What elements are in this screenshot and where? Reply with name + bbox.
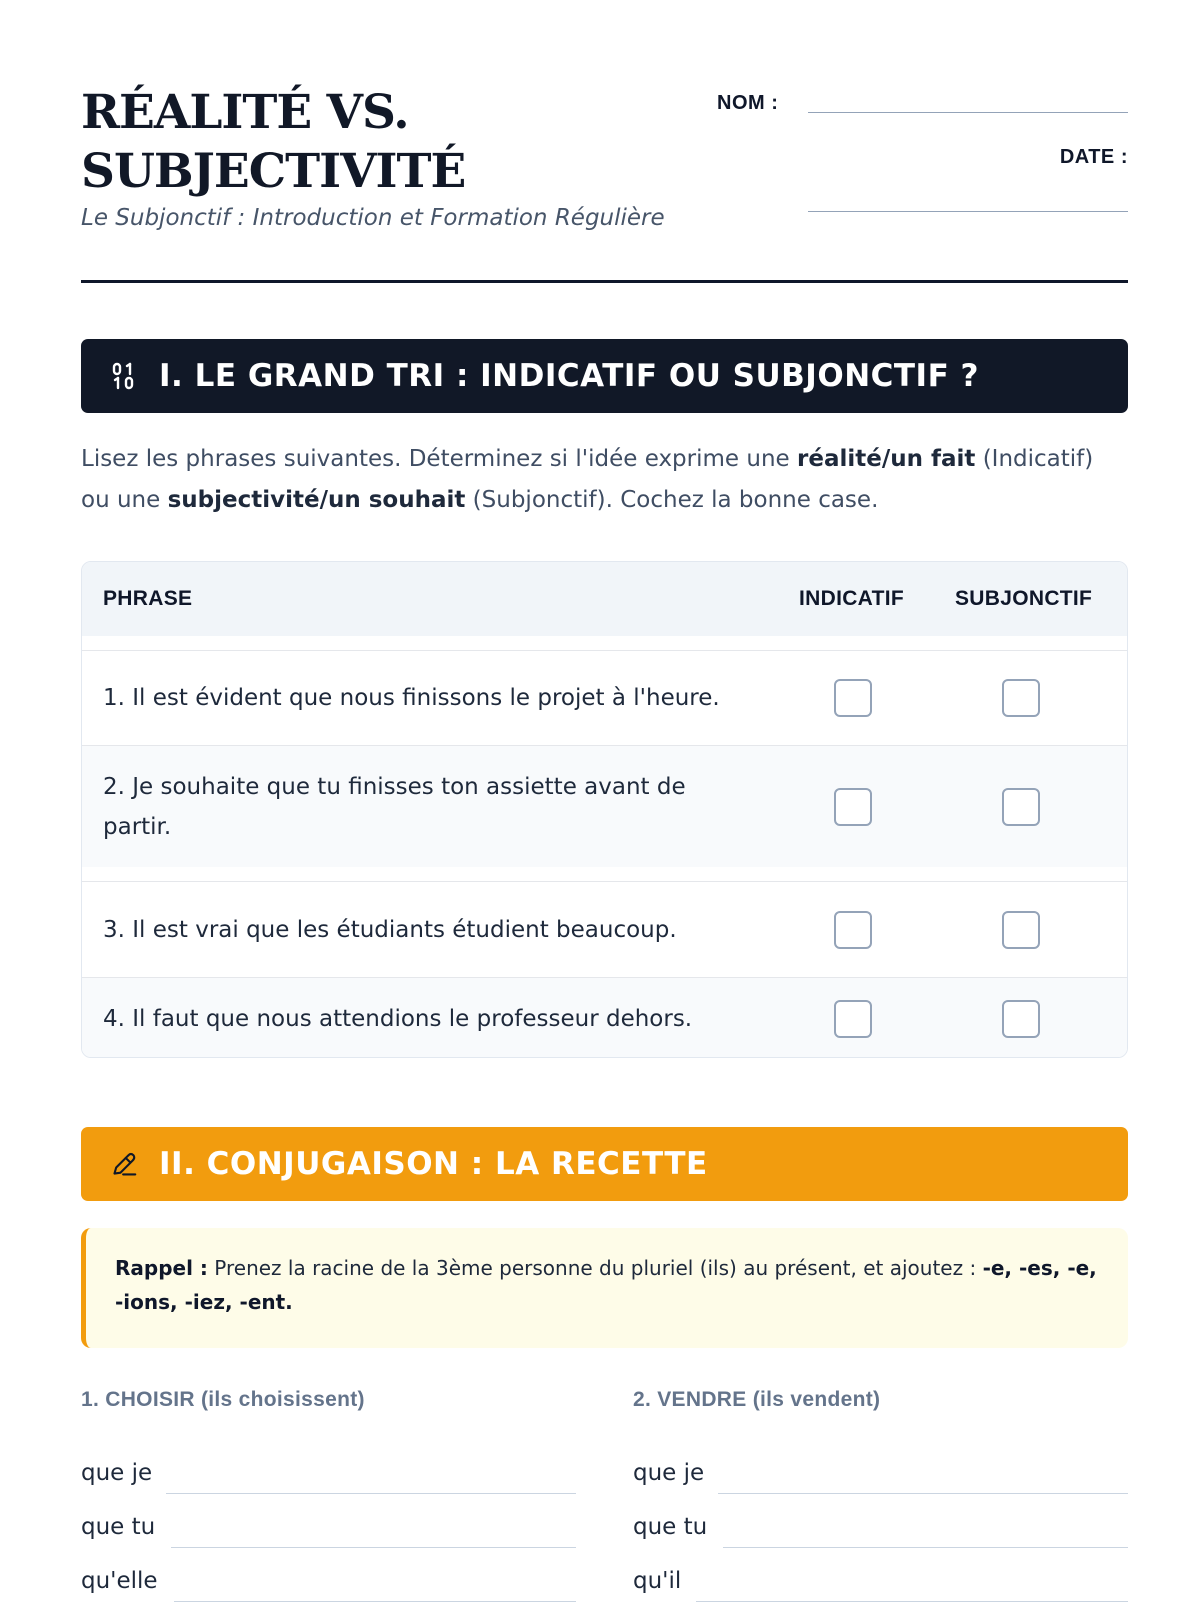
- instructions-bold-reality: réalité/un fait: [797, 446, 976, 472]
- instructions-text: (Subjonctif). Cochez la bonne case.: [465, 487, 879, 513]
- conjugation-row: [633, 1562, 1128, 1602]
- table-row: [82, 745, 1127, 867]
- name-field[interactable]: [808, 112, 1128, 113]
- worksheet-title: [81, 83, 701, 201]
- worksheet-page: [81, 0, 1128, 1600]
- answer-blank[interactable]: [166, 1493, 576, 1494]
- section-2-title: II. CONJUGAISON : LA RECETTE: [159, 1146, 708, 1182]
- pronoun-label: que je: [633, 1460, 705, 1486]
- subjonctif-checkbox[interactable]: [1002, 1000, 1040, 1038]
- sentence-text: 4. Il faut que nous attendions le professeur dehors.: [103, 1005, 693, 1032]
- pronoun-label: que tu: [633, 1514, 708, 1540]
- table-header: [82, 562, 1127, 636]
- header-divider: [81, 280, 1128, 283]
- header-subjonctif: SUBJONCTIF: [955, 587, 1093, 610]
- reminder-label: Rappel :: [115, 1256, 208, 1280]
- reminder-body: Prenez la racine de la 3ème personne du pluriel (ils) au présent, et ajoutez :: [207, 1256, 983, 1280]
- reminder-text: [115, 1251, 1105, 1319]
- conjugation-row: [81, 1562, 576, 1602]
- worksheet-subtitle: Le Subjonctif : Introduction et Formation Régulière: [81, 205, 665, 231]
- section-1-title: I. LE GRAND TRI : INDICATIF OU SUBJONCTIF ?: [159, 358, 980, 394]
- indicatif-checkbox[interactable]: [834, 1000, 872, 1038]
- name-label: NOM :: [717, 92, 779, 114]
- sentence-text: 3. Il est vrai que les étudiants étudient beaucoup.: [103, 916, 677, 943]
- section-1-instructions: [81, 439, 1128, 521]
- answer-blank[interactable]: [723, 1547, 1128, 1548]
- table-row: [82, 881, 1127, 977]
- instructions-text: (Indicatif) ou une: [81, 446, 1094, 513]
- indicatif-checkbox[interactable]: [834, 911, 872, 949]
- subjonctif-checkbox[interactable]: [1002, 679, 1040, 717]
- conjugation-row: [633, 1508, 1128, 1548]
- title-line-2: SUBJECTIVITÉ: [81, 144, 466, 199]
- section-2-banner: [81, 1127, 1128, 1201]
- verb-2-title: 2. VENDRE (ils vendent): [633, 1388, 881, 1411]
- conjugation-row: [633, 1454, 1128, 1494]
- pencil-icon: [111, 1149, 137, 1179]
- table-row: [82, 977, 1127, 1058]
- indicatif-checkbox[interactable]: [834, 788, 872, 826]
- binary-icon: [111, 361, 137, 391]
- verb-1-title: 1. CHOISIR (ils choisissent): [81, 1388, 365, 1411]
- subjonctif-checkbox[interactable]: [1002, 788, 1040, 826]
- answer-blank[interactable]: [171, 1547, 576, 1548]
- instructions-text: Lisez les phrases suivantes. Déterminez si l'idée exprime une: [81, 446, 797, 472]
- reminder-callout: [81, 1228, 1128, 1348]
- table-row: [82, 650, 1127, 745]
- pronoun-label: que je: [81, 1460, 153, 1486]
- pronoun-label: que tu: [81, 1514, 156, 1540]
- date-field[interactable]: [808, 211, 1128, 212]
- subjonctif-checkbox[interactable]: [1002, 911, 1040, 949]
- instructions-bold-subjectivity: subjectivité/un souhait: [167, 487, 466, 513]
- sorting-table: [81, 561, 1128, 1058]
- header-phrase: PHRASE: [103, 587, 193, 610]
- pronoun-label: qu'il: [633, 1568, 682, 1594]
- sentence-text: 2. Je souhaite que tu finisses ton assiette avant de partir.: [103, 773, 686, 840]
- sentence-text: 1. Il est évident que nous finissons le projet à l'heure.: [103, 685, 720, 711]
- indicatif-checkbox[interactable]: [834, 679, 872, 717]
- pronoun-label: qu'elle: [81, 1568, 158, 1594]
- answer-blank[interactable]: [718, 1493, 1128, 1494]
- header-indicatif: INDICATIF: [799, 587, 904, 610]
- conjugation-row: [81, 1454, 576, 1494]
- title-line-1: RÉALITÉ VS.: [81, 85, 409, 140]
- conjugation-row: [81, 1508, 576, 1548]
- section-1-banner: [81, 339, 1128, 413]
- reminder-endings: -e, -es, -e, -ions, -iez, -ent.: [115, 1256, 1097, 1314]
- date-label: DATE :: [1059, 146, 1128, 168]
